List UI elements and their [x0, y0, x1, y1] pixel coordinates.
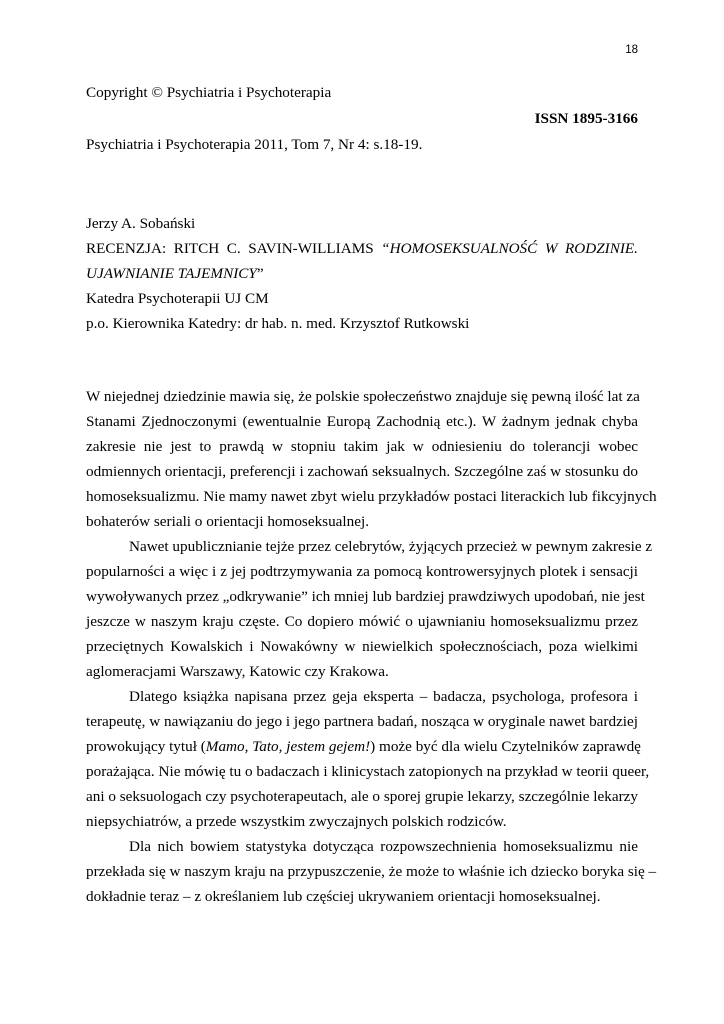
- page-number: 18: [625, 44, 638, 56]
- paragraph-1-line-5: homoseksualizmu. Nie mamy nawet zbyt wielu przykładów postaci literackich lub fikcyjnych: [86, 488, 657, 505]
- paragraph-3: [86, 684, 650, 834]
- paragraph-4-line-2: przekłada się w naszym kraju na przypuszczenie, że może to właśnie ich dziecko boryka się –: [86, 863, 657, 880]
- review-author-last: SAVIN-WILLIAMS: [248, 240, 374, 257]
- author-block: [86, 211, 638, 336]
- paragraph-3-line-3-end: ) może być dla wielu Czytelników zaprawdę: [370, 738, 641, 755]
- paragraph-3-line-5: ani o seksuologach czy psychoterapeutach, ale o sporej grupie lekarzy, szczególnie lekarzy: [86, 788, 638, 805]
- paragraph-2-line-2: popularności a więc i z jej podtrzymywania za pomocą kontrowersyjnych plotek i sensacji: [86, 563, 638, 580]
- review-title-word-1: “HOMOSEKSUALNOŚĆ: [381, 240, 538, 257]
- review-title-subtitle: UJAWNIANIE TAJEMNICY: [86, 265, 257, 282]
- copyright-line: Copyright © Psychiatria i Psychoterapia: [86, 84, 332, 101]
- paragraph-2-line-4: jeszcze w naszym kraju częste. Co dopiero mówić o ujawnianiu homoseksualizmu przez: [86, 613, 638, 630]
- citation-line: Psychiatria i Psychoterapia 2011, Tom 7, Nr 4: s.18-19.: [86, 136, 423, 153]
- quoted-original-title: Mamo, Tato, jestem gejem!: [205, 738, 371, 755]
- review-title-line-2: [86, 261, 638, 286]
- paragraph-1-line-3: zakresie nie jest to prawdą w stopniu takim jak w odniesieniu do tolerancji wobec: [86, 438, 638, 455]
- paragraph-2-line-1: Nawet upublicznianie tejże przez celebrytów, żyjących przecież w pewnym zakresie z: [129, 538, 653, 555]
- paragraph-3-line-3: [86, 734, 641, 759]
- author-affiliation: Katedra Psychoterapii UJ CM: [86, 290, 269, 307]
- review-author-first: RITCH: [173, 240, 220, 257]
- paragraph-1-line-6: bohaterów seriali o orientacji homoseksualnej.: [86, 513, 369, 530]
- review-body: [86, 384, 657, 909]
- paragraph-2-line-5: przeciętnych Kowalskich i Nowakówny w niewielkich społecznościach, poza wielkimi: [86, 638, 638, 655]
- paragraph-1-line-4: odmiennych orientacji, preferencji i zachowań seksualnych. Szczególne zaś w stosunku do: [86, 463, 638, 480]
- paragraph-4-line-3: dokładnie teraz – z określaniem lub częściej ukrywaniem orientacji homoseksualnej.: [86, 888, 601, 905]
- paragraph-2: [86, 534, 653, 684]
- paragraph-2-line-6: aglomeracjami Warszawy, Katowic czy Krakowa.: [86, 663, 389, 680]
- department-head: p.o. Kierownika Katedry: dr hab. n. med. Krzysztof Rutkowski: [86, 315, 470, 332]
- review-title-word-3: RODZINIE.: [564, 240, 638, 257]
- issn-line: ISSN 1895-3166: [534, 110, 638, 127]
- paragraph-4-line-1: Dla nich bowiem statystyka dotycząca rozpowszechnienia homoseksualizmu nie: [129, 838, 638, 855]
- paragraph-3-line-4: porażająca. Nie mówię tu o badaczach i klinicystach zatopionych na przykład w teorii queer,: [86, 763, 650, 780]
- author-name: Jerzy A. Sobański: [86, 215, 196, 232]
- paragraph-2-line-3: wywoływanych przez „odkrywanie” ich mniej lub bardziej prawdziwych upodobań, nie jest: [86, 588, 645, 605]
- review-title-line-1: [86, 236, 638, 261]
- review-title-close-quote: ”: [256, 265, 264, 282]
- review-prefix: RECENZJA:: [86, 240, 167, 257]
- paragraph-1-line-1: W niejednej dziedzinie mawia się, że polskie społeczeństwo znajduje się pewną ilość lat za: [86, 388, 640, 405]
- review-title-word-2: W: [544, 240, 558, 257]
- paragraph-1-line-2: Stanami Zjednoczonymi (ewentualnie Europą Zachodnią etc.). W żadnym jednak chyba: [86, 413, 638, 430]
- paragraph-4: [86, 834, 657, 909]
- review-author-initial: C.: [226, 240, 241, 257]
- paragraph-3-line-2: terapeutę, w nawiązaniu do jego i jego partnera badań, nosząca w oryginale nawet bardziej: [86, 713, 638, 730]
- paragraph-1: [86, 384, 657, 534]
- paragraph-3-line-3-start: prowokujący tytuł (: [86, 738, 206, 755]
- paragraph-3-line-1: Dlatego książka napisana przez geja eksperta – badacza, psychologa, profesora i: [129, 688, 638, 705]
- paragraph-3-line-6: niepsychiatrów, a przede wszystkim zwyczajnych polskich rodziców.: [86, 813, 507, 830]
